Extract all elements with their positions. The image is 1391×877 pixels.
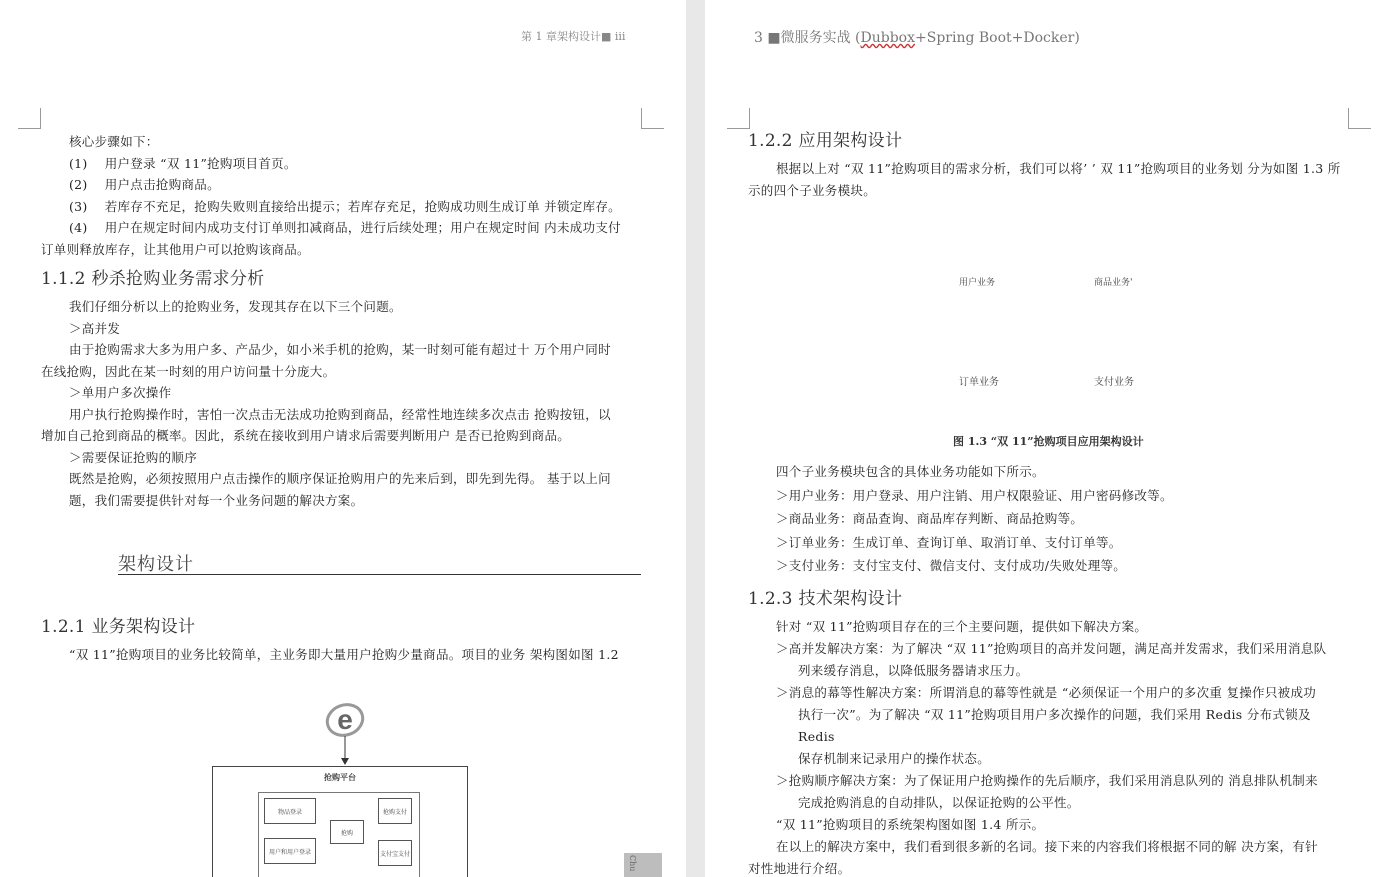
step-number: (2) <box>69 177 88 192</box>
header-prefix: 3 ■微服务实战 ( <box>754 30 861 46</box>
step-number: (3) <box>69 198 88 214</box>
problem-title: ＞单用户多次操作 <box>69 385 172 400</box>
step-continuation: 订单则释放库存，让其他用户可以抢购该商品。 <box>41 241 310 257</box>
crop-mark-top-left <box>727 108 750 129</box>
right-body-text-3 <box>748 586 1350 877</box>
problem-text: 用户执行抢购操作时，害怕一次点击无法成功抢购到商品，经常性地连续多次点击 抢购按钮，以 <box>69 406 611 422</box>
solution-text: 保存机制来记录用户的操作状态。 <box>798 751 991 766</box>
modules-intro: 四个子业务模块包含的具体业务功能如下所示。 <box>776 464 1045 479</box>
analysis-intro: 我们仔细分析以上的抢购业务，发现其存在以下三个问题。 <box>69 299 402 314</box>
step-item <box>41 196 643 218</box>
arrow-down-icon <box>338 736 352 766</box>
app-arch-text: 根据以上对 “双 11”抢购项目的需求分析，我们可以将’ ’ 双 11”抢购项目的业务划 分为如图 1.3 所 <box>776 161 1341 176</box>
left-body-text-2 <box>41 608 643 666</box>
problem-title: ＞高并发 <box>69 320 121 336</box>
figure-1-2 <box>212 700 468 877</box>
solution-text: ＞消息的幕等性解决方案：所谓消息的幕等性就是 “必须保证一个用户的多次重 复操作只被成功 <box>776 685 1317 700</box>
left-body-text <box>41 131 643 511</box>
solution-text: ＞高并发解决方案：为了解决 “双 11”抢购项目的高并发问题，满足高并发需求，我们采用消息队 <box>776 641 1327 656</box>
crop-mark-top-right <box>1348 108 1371 129</box>
tech-intro: 针对 “双 11”抢购项目存在的三个主要问题，提供如下解决方案。 <box>776 619 1148 634</box>
right-body-text <box>748 128 1350 201</box>
chapter-title: 架构设计 <box>118 554 194 575</box>
left-page <box>0 0 686 877</box>
step-text: 用户登录 “双 11”抢购项目首页。 <box>104 155 297 171</box>
figure-caption: 图 1.3 “双 11”抢购项目应用架构设计 <box>953 435 1144 448</box>
step-number: (1) <box>69 155 88 171</box>
step-text: 用户点击抢购商品。 <box>104 177 220 192</box>
crop-mark-top-right <box>641 108 664 129</box>
module-item: ＞商品业务：商品查询、商品库存判断、商品抢购等。 <box>776 511 1084 526</box>
diagram-box: 物品登录 <box>264 798 316 824</box>
step-text: 用户在规定时间内成功支付订单则扣减商品，进行后续处理；用户在规定时间 内未成功支付 <box>104 220 621 235</box>
ie-browser-icon <box>325 702 365 738</box>
crop-mark-top-left <box>18 108 41 129</box>
diagram-label: 用户业务 <box>959 278 996 288</box>
svg-text:e: e <box>337 704 353 735</box>
solution-text: ＞抢购顺序解决方案：为了保证用户抢购操作的先后顺序，我们采用消息队列的 消息排队机制来 <box>776 773 1318 788</box>
sys-arch-text: “双 11”抢购项目的系统架构图如图 1.4 所示。 <box>776 817 1045 832</box>
step-number: (4) <box>69 220 88 235</box>
problem-text: 增加自己抢到商品的概率。因此，系统在接收到用户请求后需要判断用户 是否已抢购到商品。 <box>41 428 571 443</box>
side-tab-label: Chu <box>628 855 637 872</box>
right-page <box>705 0 1391 877</box>
platform-label: 抢购平台 <box>324 772 356 782</box>
step-item <box>41 174 643 196</box>
steps-intro: 核心步骤如下： <box>69 134 159 149</box>
step-text: 若库存不充足，抢购失败则直接给出提示；若库存充足，抢购成功则生成订单 并锁定库存。 <box>104 198 621 214</box>
diagram-label: 商品业务' <box>1094 278 1133 288</box>
diagram-box: 用户和用户登录 <box>264 838 316 864</box>
diagram-box: 支付宝支付 <box>378 840 412 866</box>
final-text: 对性地进行介绍。 <box>748 861 851 876</box>
right-body-text-2 <box>748 460 1350 578</box>
problem-text: 由于抢购需求大多为用户多、产品少，如小米手机的抢购，某一时刻可能有超过十 万个用户同时 <box>69 342 611 357</box>
biz-arch-text: “双 11”抢购项目的业务比较简单，主业务即大量用户抢购少量商品。项目的业务 架构图如图 1.2 <box>69 647 619 662</box>
step-item <box>41 153 643 175</box>
app-arch-text: 示的四个子业务模块。 <box>748 182 877 198</box>
final-text: 在以上的解决方案中，我们看到很多新的名词。接下来的内容我们将根据不同的解 决方案，有针 <box>776 839 1318 854</box>
problem-text: 题，我们需要提供针对每一个业务问题的解决方案。 <box>69 492 364 508</box>
side-tab <box>624 853 662 877</box>
right-page-header <box>754 27 1080 47</box>
solution-text: 执行一次”。为了解决 “双 11”抢购项目用户多次操作的问题，我们采用 Redis 分布式锁及 Redis <box>798 707 1311 744</box>
section-heading-1-2-2: 1.2.2 应用架构设计 <box>748 131 903 151</box>
solution-text: 列来缓存消息，以降低服务器请求压力。 <box>798 663 1029 678</box>
diagram-label: 订单业务 <box>959 377 999 388</box>
module-item: ＞订单业务：生成订单、查询订单、取消订单、支付订单等。 <box>776 534 1122 550</box>
left-page-header: 第 1 章架构设计■ ⅲ <box>521 30 626 43</box>
chapter-underline <box>118 574 641 575</box>
module-item: ＞用户业务：用户登录、用户注销、用户权限验证、用户密码修改等。 <box>776 487 1173 503</box>
diagram-box: 抢购支付 <box>378 798 412 824</box>
step-item <box>41 217 643 239</box>
section-heading-1-2-3: 1.2.3 技术架构设计 <box>748 589 903 609</box>
section-heading-1-2-1: 1.2.1 业务架构设计 <box>41 617 196 637</box>
solution-text: 完成抢购消息的自动排队，以保证抢购的公平性。 <box>798 795 1080 810</box>
problem-text: 在线抢购，因此在某一时刻的用户访问量十分庞大。 <box>41 363 336 379</box>
diagram-label: 支付业务 <box>1094 377 1134 388</box>
problem-title: ＞需要保证抢购的顺序 <box>69 449 198 465</box>
section-heading-1-1-2: 1.1.2 秒杀抢购业务需求分析 <box>41 269 265 289</box>
diagram-box: 抢购 <box>330 820 364 844</box>
header-suffix: +Spring Boot+Docker) <box>915 30 1080 46</box>
problem-text: 既然是抢购，必须按照用户点击操作的顺序保证抢购用户的先来后到，即先到先得。 基于以上问 <box>69 471 611 486</box>
header-underlined-word: Dubbox <box>860 30 915 46</box>
module-item: ＞支付业务：支付宝支付、微信支付、支付成功/失败处理等。 <box>776 558 1127 573</box>
